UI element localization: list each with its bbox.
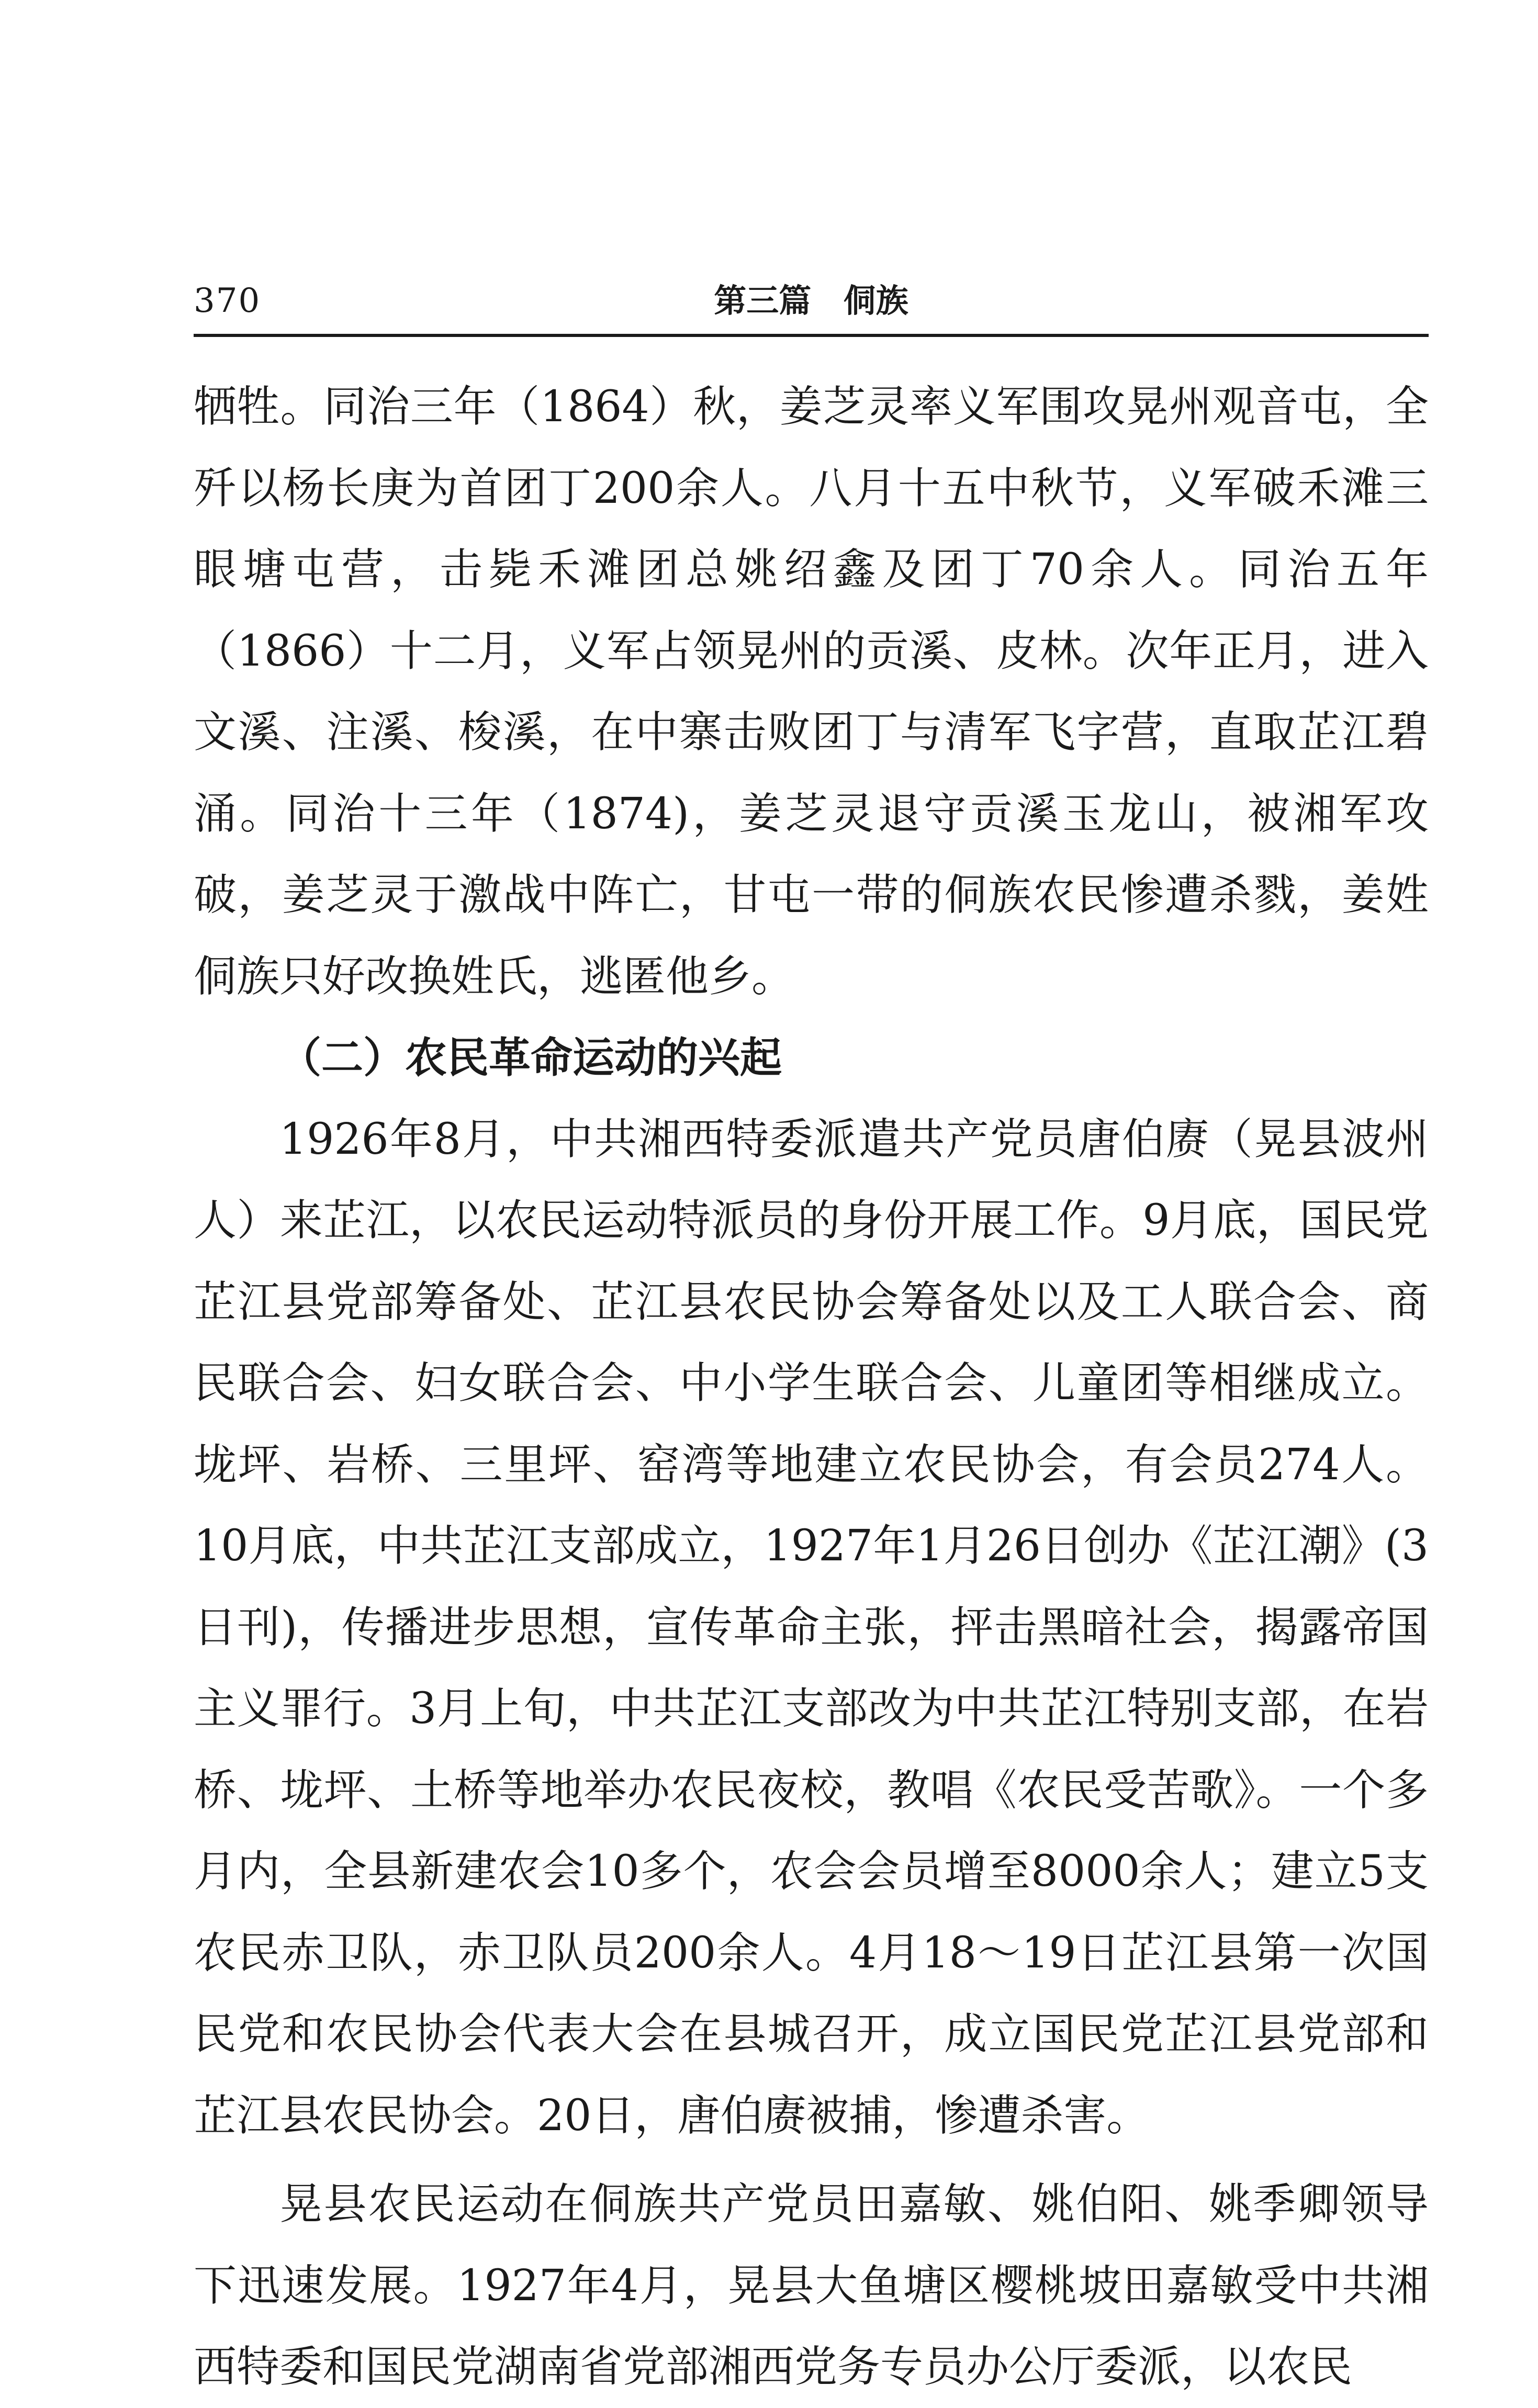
page-number: 370 <box>194 282 261 320</box>
header-rule <box>194 334 1429 337</box>
paragraph: 晃县农民运动在侗族共产党员田嘉敏、姚伯阳、姚季卿领导下迅速发展。1927年4月，晃县大鱼塘区樱桃坡田嘉敏受中共湘西特委和国民党湖南省党部湘西党务专员办公厅委派，以农民 <box>194 2179 1429 2392</box>
page-header <box>194 272 1429 330</box>
paragraph: 1926年8月，中共湘西特委派遣共产党员唐伯赓（晃县波州人）来芷江，以农民运动特派员的身份开展工作。9月底，国民党芷江县党部筹备处、芷江县农民协会筹备处以及工人联合会、商民联合会、妇女联合会、中小学生联合会、儿童团等相继成立。垅坪、岩桥、三里坪、窑湾等地建立农民协会，有会员274人。10月底，中共芷江支部成立，1927年1月26日创办《芷江潮》(3日刊)，传播进步思想，宣传革命主张，抨击黑暗社会，揭露帝国主义罪行。3月上旬，中共芷江支部改为中共芷江特别支部，在岩桥、垅坪、土桥等地举办农民夜校，教唱《农民受苦歌》。一个多月内，全县新建农会10多个，农会会员增至8000余人；建立5支农民赤卫队，赤卫队员200余人。4月18～19日芷江县第一次国民党和农民协会代表大会在县城召开，成立国民党芷江县党部和芷江县农民协会。20日，唐伯赓被捕，惨遭杀害。 <box>194 1114 1429 2141</box>
section-heading: （二）农民革命运动的兴起 <box>279 1033 782 1082</box>
body-text <box>194 366 1429 2408</box>
running-head: 第三篇 侗族 <box>714 282 908 320</box>
paragraph-continued: 牺牲。同治三年（1864）秋，姜芝灵率义军围攻晃州观音屯，全歼以杨长庚为首团丁200余人。八月十五中秋节，义军破禾滩三眼塘屯营，击毙禾滩团总姚绍鑫及团丁70余人。同治五年（1866）十二月，义军占领晃州的贡溪、皮林。次年正月，进入文溪、注溪、梭溪，在中寨击败团丁与清军飞字营，直取芷江碧涌。同治十三年（1874)，姜芝灵退守贡溪玉龙山，被湘军攻破，姜芝灵于激战中阵亡，甘屯一带的侗族农民惨遭杀戮，姜姓侗族只好改换姓氏，逃匿他乡。 <box>194 382 1429 1002</box>
